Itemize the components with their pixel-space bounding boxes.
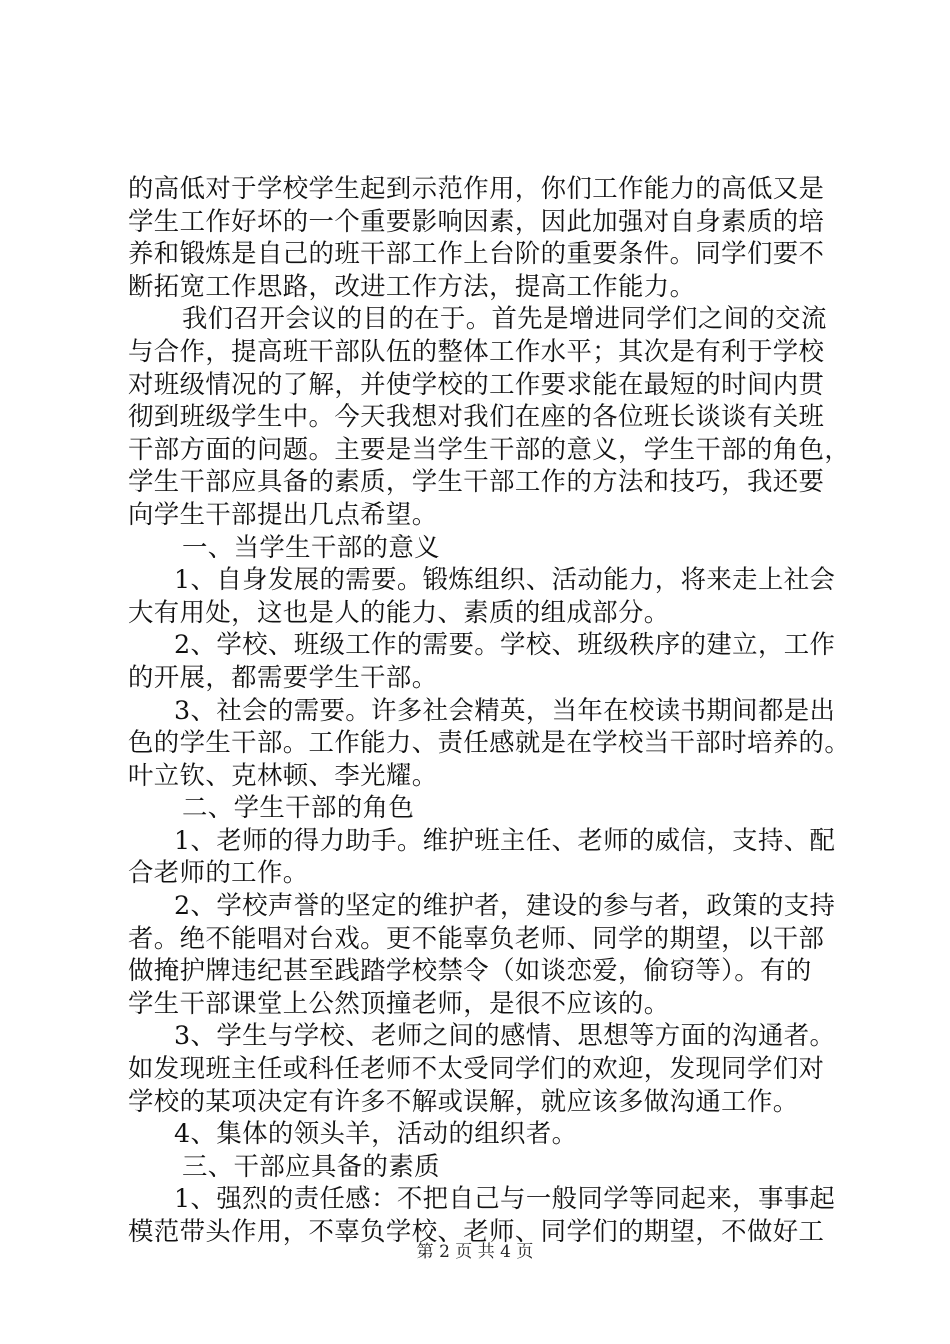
text-line: 养和锻炼是自己的班干部工作上台阶的重要条件。同学们要不 — [128, 238, 825, 269]
text-line: 大有用处，这也是人的能力、素质的组成部分。 — [128, 596, 670, 627]
text-line: 模范带头作用，不辜负学校、老师、同学们的期望，不做好工 — [128, 1216, 825, 1246]
text-line: 干部方面的问题。主要是当学生干部的意义，学生干部的角色， — [128, 433, 851, 464]
page-number-footer: 第 2 页 共 4 页 — [416, 1242, 534, 1262]
text-line: 学生干部应具备的素质，学生干部工作的方法和技巧，我还要 — [128, 466, 825, 497]
paragraph-first-line: 我们召开会议的目的在于。首先是增进同学们之间的交流 — [182, 303, 827, 334]
list-item-first-line: 2、学校声誉的坚定的维护者，建设的参与者，政策的支持 — [174, 890, 836, 921]
section-heading: 一、当学生干部的意义 — [182, 531, 440, 562]
text-line: 的高低对于学校学生起到示范作用，你们工作能力的高低又是 — [128, 173, 825, 203]
list-item-first-line: 1、自身发展的需要。锻炼组织、活动能力，将来走上社会 — [174, 564, 836, 595]
list-item-first-line: 3、学生与学校、老师之间的感情、思想等方面的沟通者。 — [174, 1020, 836, 1051]
text-line: 断拓宽工作思路，改进工作方法，提高工作能力。 — [128, 270, 696, 301]
text-line: 做掩护牌违纪甚至践踏学校禁令（如谈恋爱，偷窃等）。有的 — [128, 955, 812, 986]
list-item-first-line: 1、老师的得力助手。维护班主任、老师的威信，支持、配 — [174, 824, 836, 855]
text-line: 合老师的工作。 — [128, 857, 309, 888]
text-line: 与合作，提高班干部队伍的整体工作水平；其次是有利于学校 — [128, 335, 825, 366]
text-line: 学生干部课堂上公然顶撞老师，是很不应该的。 — [128, 987, 670, 1018]
text-line: 向学生干部提出几点希望。 — [128, 498, 438, 529]
text-line: 叶立钦、克林顿、李光耀。 — [128, 759, 438, 790]
document-body — [128, 172, 851, 1248]
section-heading: 三、干部应具备的素质 — [182, 1150, 440, 1181]
text-line: 如发现班主任或科任老师不太受同学们的欢迎，发现同学们对 — [128, 1053, 825, 1084]
text-line: 色的学生干部。工作能力、责任感就是在学校当干部时培养的。 — [128, 727, 851, 758]
list-item-first-line: 2、学校、班级工作的需要。学校、班级秩序的建立，工作 — [174, 629, 836, 660]
section-heading: 二、学生干部的角色 — [182, 792, 415, 823]
text-line: 的开展，都需要学生干部。 — [128, 661, 438, 692]
text-line: 彻到班级学生中。今天我想对我们在座的各位班长谈谈有关班 — [128, 401, 825, 432]
list-item-first-line: 3、社会的需要。许多社会精英，当年在校读书期间都是出 — [174, 694, 836, 725]
text-line: 学校的某项决定有许多不解或误解，就应该多做沟通工作。 — [128, 1085, 799, 1116]
text-line: 对班级情况的了解，并使学校的工作要求能在最短的时间内贯 — [128, 368, 825, 399]
text-line: 学生工作好坏的一个重要影响因素，因此加强对自身素质的培 — [128, 205, 825, 236]
text-line: 者。绝不能唱对台戏。更不能辜负老师、同学的期望，以干部 — [128, 922, 825, 953]
list-item-first-line: 4、集体的领头羊，活动的组织者。 — [174, 1118, 578, 1149]
list-item-first-line: 1、强烈的责任感：不把自己与一般同学等同起来，事事起 — [174, 1183, 836, 1214]
